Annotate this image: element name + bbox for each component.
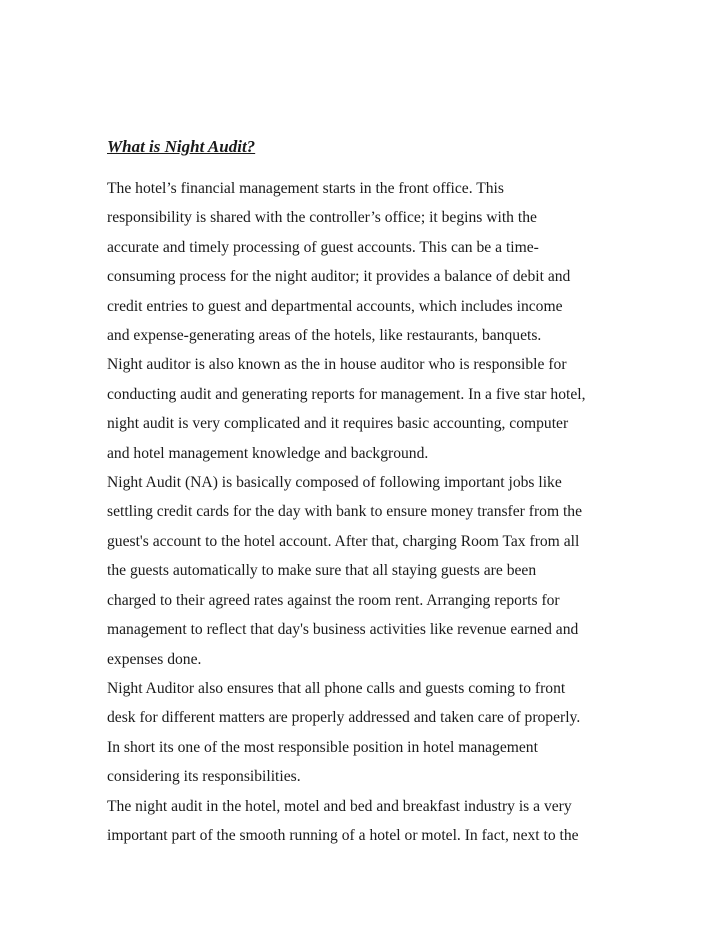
text-line: considering its responsibilities. — [107, 768, 301, 786]
text-line: Night Audit (NA) is basically composed of following important jobs like — [107, 474, 562, 492]
text-line: night audit is very complicated and it requires basic accounting, computer — [107, 415, 569, 433]
text-line: settling credit cards for the day with bank to ensure money transfer from the — [107, 503, 583, 521]
document-text — [107, 174, 627, 850]
text-line: conducting audit and generating reports for management. In a five star hotel, — [107, 385, 586, 403]
text-line: the guests automatically to make sure that all staying guests are been — [107, 562, 537, 580]
text-line: management to reflect that day's business activities like revenue earned and — [107, 621, 579, 639]
text-line: and hotel management knowledge and background. — [107, 444, 429, 462]
text-line: The night audit in the hotel, motel and bed and breakfast industry is a very — [107, 797, 572, 815]
document-body — [107, 134, 627, 850]
text-line: The hotel’s financial management starts in the front office. This — [107, 180, 504, 197]
text-line: desk for different matters are properly addressed and taken care of properly. — [107, 709, 581, 727]
text-line: important part of the smooth running of a hotel or motel. In fact, next to the — [107, 826, 579, 844]
text-line: consuming process for the night auditor; it provides a balance of debit and — [107, 268, 571, 286]
text-line: guest's account to the hotel account. After that, charging Room Tax from all — [107, 532, 580, 550]
document-title: What is Night Audit? — [107, 137, 256, 156]
text-line: responsibility is shared with the controller’s office; it begins with the — [107, 209, 537, 227]
text-line: credit entries to guest and departmental accounts, which includes income — [107, 297, 563, 315]
text-line: expenses done. — [107, 650, 202, 668]
text-line: charged to their agreed rates against the room rent. Arranging reports for — [107, 591, 560, 609]
text-line: accurate and timely processing of guest accounts. This can be a time- — [107, 238, 539, 256]
text-line: In short its one of the most responsible position in hotel management — [107, 738, 538, 756]
text-line: Night Auditor also ensures that all phone calls and guests coming to front — [107, 679, 566, 697]
text-line: and expense-generating areas of the hotels, like restaurants, banquets. — [107, 327, 542, 345]
text-line: Night auditor is also known as the in house auditor who is responsible for — [107, 356, 567, 374]
